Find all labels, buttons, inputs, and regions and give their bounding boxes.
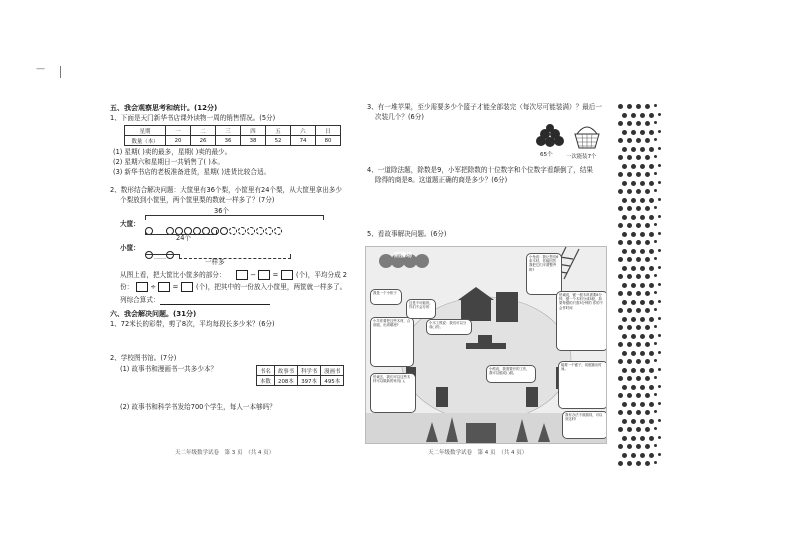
q2-line2-a: 份： [120,283,134,291]
decor-dot [649,300,654,305]
decor-dot [640,317,645,322]
decor-dot [636,121,641,126]
decor-dot [649,317,654,322]
decor-dot [640,266,645,271]
header-dash: — [36,64,45,74]
decor-dot [622,283,627,288]
decor-dot [645,121,650,126]
section6-title: 六、我会解决问题。(31分) [110,310,197,318]
decor-dot [622,368,627,373]
decor-dot [618,291,623,296]
day-cell: 六 [291,126,316,136]
decor-dot [649,351,654,356]
decor-dot [636,359,641,364]
decor-dot [654,223,657,226]
decor-dot [627,223,632,228]
decor-dot [658,453,661,456]
bubble-5: 伯诚说，锯一根木料需要8分钟，锯一个木料分成5段，如果每锯的只需3分钟的 你的不会作时间 [556,291,607,351]
q2-line1-a: 从图上看，把大筐比小筐多的部分： [120,271,226,279]
value-cell: 20 [166,136,191,146]
decor-dot [645,206,650,211]
section5-title: 五、我会观察思考和统计。(12分) [110,104,218,112]
decor-dot [627,410,632,415]
decor-dot [640,181,645,186]
day-cell: 五 [266,126,291,136]
decor-dot [627,257,632,262]
decor-dot [631,317,636,322]
small-bracket [145,254,179,255]
decor-dot [649,147,654,152]
decor-dot [649,436,654,441]
decor-dot [636,342,641,347]
value-cell: 74 [291,136,316,146]
day-cell: 三 [216,126,241,136]
decor-dot [622,130,627,135]
decor-dot [640,198,645,203]
decor-dot [645,291,650,296]
decor-dot [640,164,645,169]
decor-dot [622,147,627,152]
decor-dot [622,164,627,169]
decor-dot [627,427,632,432]
decor-dot [622,453,627,458]
decor-dot [654,206,657,209]
decor-dot [658,249,661,252]
decor-dot [622,334,627,339]
decor-dot [640,130,645,135]
binding-line [60,66,61,78]
decor-dot [658,232,661,235]
decor-dot [631,419,636,424]
bubble-6: 小木工熊说：我们可以分成( )份。 [426,319,472,335]
decor-dot [622,300,627,305]
basket-capacity: 一次能装7个 [566,154,597,160]
decor-dot [645,461,650,466]
decor-dot [636,223,641,228]
decor-dot [649,419,654,424]
decor-dot [636,189,641,194]
value-cell: 38 [241,136,266,146]
decor-dot [654,359,657,362]
basket-icon [572,122,602,150]
bubble-1: 小兔说：我让您们6条木材，你能回答我把它们平滑整齐吗? [526,253,562,295]
decor-dot [618,427,623,432]
sales-table [124,125,341,146]
decor-dot [649,232,654,237]
decor-dot [627,325,632,330]
decor-dot [622,232,627,237]
decor-dot [640,147,645,152]
day-cell: 四 [241,126,266,136]
decor-dot [649,181,654,186]
q2-line1-b: (个)，平均分成 2 [296,271,347,279]
problem-2: 2、学校图书馆。(7分) [110,354,177,362]
books-header: 书名 [257,366,275,376]
decor-dot [622,198,627,203]
q2-same-label: 一样多 [205,258,225,266]
decor-dot [645,427,650,432]
decor-dot [631,215,636,220]
decor-dot [618,325,623,330]
decor-dot [654,410,657,413]
decor-dot [640,368,645,373]
decor-dot [636,257,641,262]
decor-dot [645,240,650,245]
decor-dot [640,232,645,237]
decor-dot [649,164,654,169]
decor-dot [618,410,623,415]
problem-5: 5、看故事解决问题。(6分) [367,230,447,238]
books-cell: 397本 [297,376,320,386]
bubble-9: 伯诚去，我们可以这些木材可以做新的家具( )。 [370,373,416,413]
decor-dot [631,249,636,254]
decor-dot [622,215,627,220]
day-cell: 二 [191,126,216,136]
decor-dot [618,240,623,245]
decor-dot [636,240,641,245]
decor-dot [654,274,657,277]
decor-dot [631,266,636,271]
decor-dot [649,368,654,373]
decor-dot [649,249,654,254]
value-cell: 26 [191,136,216,146]
decor-dot [631,368,636,373]
decor-dot [636,291,641,296]
decor-dot [636,308,641,313]
decor-dot [645,223,650,228]
decor-dot [645,189,650,194]
problem-3: 3、有一堆苹果，至少需要多少个篮子才能全部装完（每次尽可能装满）？最后一 [367,103,602,111]
sales-row2-label: 数量（本） [125,136,166,146]
decor-dot [627,138,632,143]
same-bracket [179,254,291,259]
decor-dot [636,410,641,415]
decor-dot [627,155,632,160]
decor-dot [658,402,661,405]
decor-dot [654,376,657,379]
decor-dot [622,436,627,441]
decor-dot [649,266,654,271]
decor-dot [654,240,657,243]
decor-dot [654,138,657,141]
problem-3b: 次装几个？(6分) [375,113,424,121]
decor-dot [649,113,654,118]
q2-24-label: 24个 [176,234,191,242]
decor-dot [649,198,654,203]
decor-dot [654,172,657,175]
decor-dot [636,461,641,466]
q2-line2-b: (个)，把其中的一份放入小筐里，两筐就一样多了。 [196,283,347,291]
decor-dot [640,419,645,424]
decor-dot [636,325,641,330]
decor-dot [649,130,654,135]
decor-dot [618,189,623,194]
q2-formula: 列综合算式： [120,296,160,304]
decor-dot [658,198,661,201]
decor-dot [631,113,636,118]
decor-dot [631,300,636,305]
decor-dot [649,453,654,458]
decor-dot [631,436,636,441]
bubble-10: 我有办法不被割到，可以到这时! [562,411,607,439]
decor-dot [640,215,645,220]
decor-dot [649,385,654,390]
decor-dot [658,215,661,218]
decor-dot [636,155,641,160]
books-header: 故事书 [274,366,297,376]
decor-dot [631,283,636,288]
decor-dot [640,402,645,407]
decor-dot [636,427,641,432]
decor-dot [649,334,654,339]
q1-text: 1、下面是天门新华书店课外读物一周的销售情况。(5分) [110,114,276,122]
problem-2-sub2: (2) 故事书和科学书发给700个学生，每人一本够吗？ [120,403,276,411]
decor-dot [645,325,650,330]
big-basket-circles: …… [145,220,283,239]
decor-dot [645,172,650,177]
decor-dot [640,453,645,458]
decor-dot [631,232,636,237]
decor-dot [631,334,636,339]
decor-dot [658,385,661,388]
decor-dot [618,376,623,381]
decor-dot [618,274,623,279]
apple-pile-icon [532,124,572,150]
decor-dot [627,240,632,245]
decor-dot [622,317,627,322]
decor-dot [636,104,641,109]
apple-count: 65个 [540,152,553,158]
decor-dot [627,376,632,381]
q2-text: 2、数形结合解决问题：大筐里有36个梨，小筐里有24个梨，从大筐里拿出多少 [110,186,342,194]
decor-dot [631,130,636,135]
decor-dot [631,147,636,152]
q2-blanks-1[interactable]: − = [236,270,293,280]
books-header: 科学书 [297,366,320,376]
decor-dot [658,334,661,337]
decor-dot [645,257,650,262]
q2-text2: 个梨放到小筐里，两个筐里梨的数就一样多了？(7分) [120,196,275,204]
small-basket-circles: …… [145,244,175,263]
problem-2-sub1: (1) 故事书和漫画书一共多少本？ [120,365,218,373]
problem-4b: 除得的商是8。这道题正确的商是多少？(6分) [375,176,508,184]
decor-dot [645,274,650,279]
decor-dot [627,172,632,177]
q1-sub3: (3) 新华书店的老板准备进货，星期( )进货比较合适。 [113,168,271,176]
formula-answer-line[interactable] [160,296,270,305]
decor-dot [645,444,650,449]
decor-dot [654,444,657,447]
q1-sub1: (1) 星期( )卖的最多，星期( )卖的最少。 [113,148,232,156]
decor-dot [645,393,650,398]
decor-dot [618,223,623,228]
decor-dot [627,274,632,279]
decor-dot [631,164,636,169]
decor-dot [654,325,657,328]
decor-dot [645,138,650,143]
books-header: 漫画书 [321,366,344,376]
decor-dot [636,444,641,449]
decor-dot [636,274,641,279]
bubble-2: 我是一个小柜子 [370,289,402,305]
decor-dot [649,215,654,220]
decor-dot [658,436,661,439]
decor-dot [622,351,627,356]
decor-dot [622,419,627,424]
decor-dot [658,283,661,286]
decor-dot [631,181,636,186]
decor-dot [649,402,654,407]
decor-dot [627,393,632,398]
decor-dot [618,138,623,143]
decor-dot [622,385,627,390]
decor-dot [627,121,632,126]
books-cell: 495本 [321,376,344,386]
decor-dot [645,359,650,364]
bubble-7: 小熊说，我需要开的工作，我可以锯成( )段。 [486,365,536,383]
decor-dot [618,359,623,364]
decor-dot [622,266,627,271]
right-footer: 天二年级数学试卷 第 4 页 （共 4 页） [428,450,528,456]
day-cell: 日 [316,126,341,136]
decor-dot [658,300,661,303]
decor-dot [658,181,661,184]
decor-dot [640,436,645,441]
decor-dot [627,308,632,313]
decor-dot [658,351,661,354]
decor-dot [631,198,636,203]
decor-dot [654,427,657,430]
decor-dot [622,249,627,254]
problem-4: 4、一道除法题，除数是9，小军把除数的十位数字和个位数字看颠倒了，结果 [367,166,593,174]
left-footer: 天二年级数学试卷 第 3 页 （共 4 页） [175,450,275,456]
decor-dot [645,342,650,347]
problem-1: 1、72米长的彩带，剪了8次，平均每段长多少米？(6分) [110,320,275,328]
decor-dot [645,155,650,160]
decor-dot [645,410,650,415]
decor-dot [636,376,641,381]
decor-dot [654,342,657,345]
decor-dot [640,351,645,356]
decor-dot [618,104,623,109]
value-cell: 52 [266,136,291,146]
decor-dot [654,308,657,311]
decor-dot [618,444,623,449]
decor-dot [636,393,641,398]
decor-dot [640,283,645,288]
day-cell: 一 [166,126,191,136]
decor-dot [627,444,632,449]
decor-dot [622,181,627,186]
decor-dot [622,402,627,407]
decor-dot [627,206,632,211]
decor-dot [618,393,623,398]
decor-dot [627,461,632,466]
decor-dot [654,155,657,158]
bubble-8: 能要一个锯子，切锯割出时间。 [558,361,607,409]
decor-dot [636,172,641,177]
decor-dot [649,283,654,288]
decor-dot [645,308,650,313]
small-basket-label: 小筐： [120,244,140,252]
decor-dot [640,385,645,390]
decor-dot [654,393,657,396]
decor-dot [658,164,661,167]
big-basket-label: 大筐： [120,220,140,228]
story-comic [365,246,607,444]
comic-sign: 割猪场 [394,252,413,259]
decor-dot [636,138,641,143]
decor-dot [654,189,657,192]
decor-dot [627,359,632,364]
sales-row1-label: 星期 [125,126,166,136]
decor-dot [618,461,623,466]
decor-dot [640,249,645,254]
decor-dot [627,104,632,109]
decor-dot [658,266,661,269]
decor-dot [640,334,645,339]
q1-sub2: (2) 星期六和星期日一共销售了( )本。 [113,158,224,166]
books-table [256,365,344,386]
decor-dot [618,308,623,313]
decor-dot [654,257,657,260]
books-cell: 208本 [274,376,297,386]
decor-dot [658,113,661,116]
decor-dot [658,147,661,150]
decor-dot [618,206,623,211]
decor-dot [658,368,661,371]
decor-dot [631,402,636,407]
books-row-label: 本数 [257,376,275,386]
decor-dot [627,189,632,194]
decor-dot [654,121,657,124]
q2-36-label: 36个 [214,207,229,215]
decor-dot [640,113,645,118]
decor-dot [658,317,661,320]
decor-dot [645,104,650,109]
decor-dot [618,257,623,262]
decor-dot [618,121,623,126]
decor-dot [631,453,636,458]
decor-dot [636,206,641,211]
decor-dot [618,342,623,347]
decor-dot [622,113,627,118]
decor-dot [627,291,632,296]
decor-dot [631,385,636,390]
decor-dot [654,291,657,294]
decor-dot [654,104,657,107]
decor-dot [618,155,623,160]
decor-dot [640,300,645,305]
decor-dot [658,130,661,133]
decor-dot [631,351,636,356]
value-cell: 80 [316,136,341,146]
decor-dot [618,172,623,177]
decor-dot [645,376,650,381]
decor-dot [654,461,657,464]
q2-blanks-2[interactable]: ÷ = [136,282,193,292]
bubble-4: 这是不可能的，你们不会办的 [406,299,436,319]
decor-dot [627,342,632,347]
value-cell: 36 [216,136,241,146]
bubble-3: 小羊你要把这些木材，合用剧，出到哪里? [370,317,414,367]
decor-dot [658,419,661,422]
